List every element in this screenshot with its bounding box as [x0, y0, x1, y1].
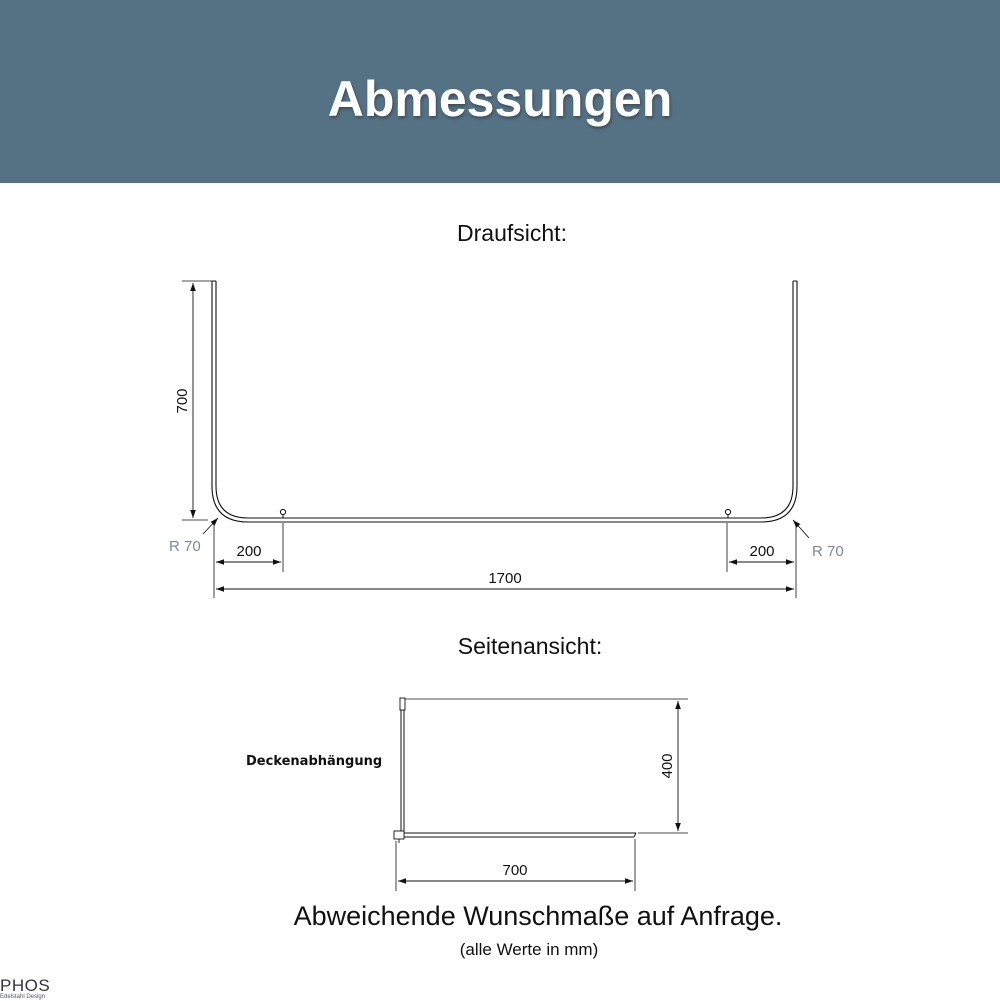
logo-name: PHOS	[0, 976, 51, 995]
custom-size-note: Abweichende Wunschmaße auf Anfrage.	[293, 901, 783, 931]
page-title: Abmessungen	[327, 71, 673, 127]
mount-point-left	[280, 509, 285, 518]
mount-point-right	[725, 509, 730, 518]
radius-left: R 70	[169, 538, 201, 555]
dim-offset-left: 200	[236, 543, 262, 560]
dim-height-700: 700	[174, 388, 191, 414]
dim-offset-right: 200	[749, 543, 775, 560]
side-view-heading: Seitenansicht:	[457, 633, 603, 659]
units-note: (alle Werte in mm)	[459, 940, 599, 959]
rail-inner-line	[216, 281, 793, 518]
rod-top-cap	[400, 698, 405, 710]
ceiling-suspension-label: Deckenabhängung	[246, 754, 383, 769]
dim-width-1700: 1700	[488, 570, 522, 587]
side-view-drawing	[394, 698, 688, 891]
dim-depth-700: 700	[502, 862, 528, 879]
side-rail-bracket	[394, 831, 404, 839]
side-rail-end	[634, 833, 636, 837]
brand-logo	[0, 977, 50, 1001]
dim-height-400: 400	[659, 753, 676, 779]
radius-leader-left	[203, 518, 218, 534]
rail-outer-line	[212, 281, 797, 522]
radius-leader-right	[793, 520, 809, 538]
top-view-drawing	[169, 281, 844, 598]
radius-right: R 70	[812, 543, 844, 560]
logo-tagline: Edelstahl Design	[0, 994, 46, 1000]
top-view-heading: Draufsicht:	[457, 220, 567, 246]
